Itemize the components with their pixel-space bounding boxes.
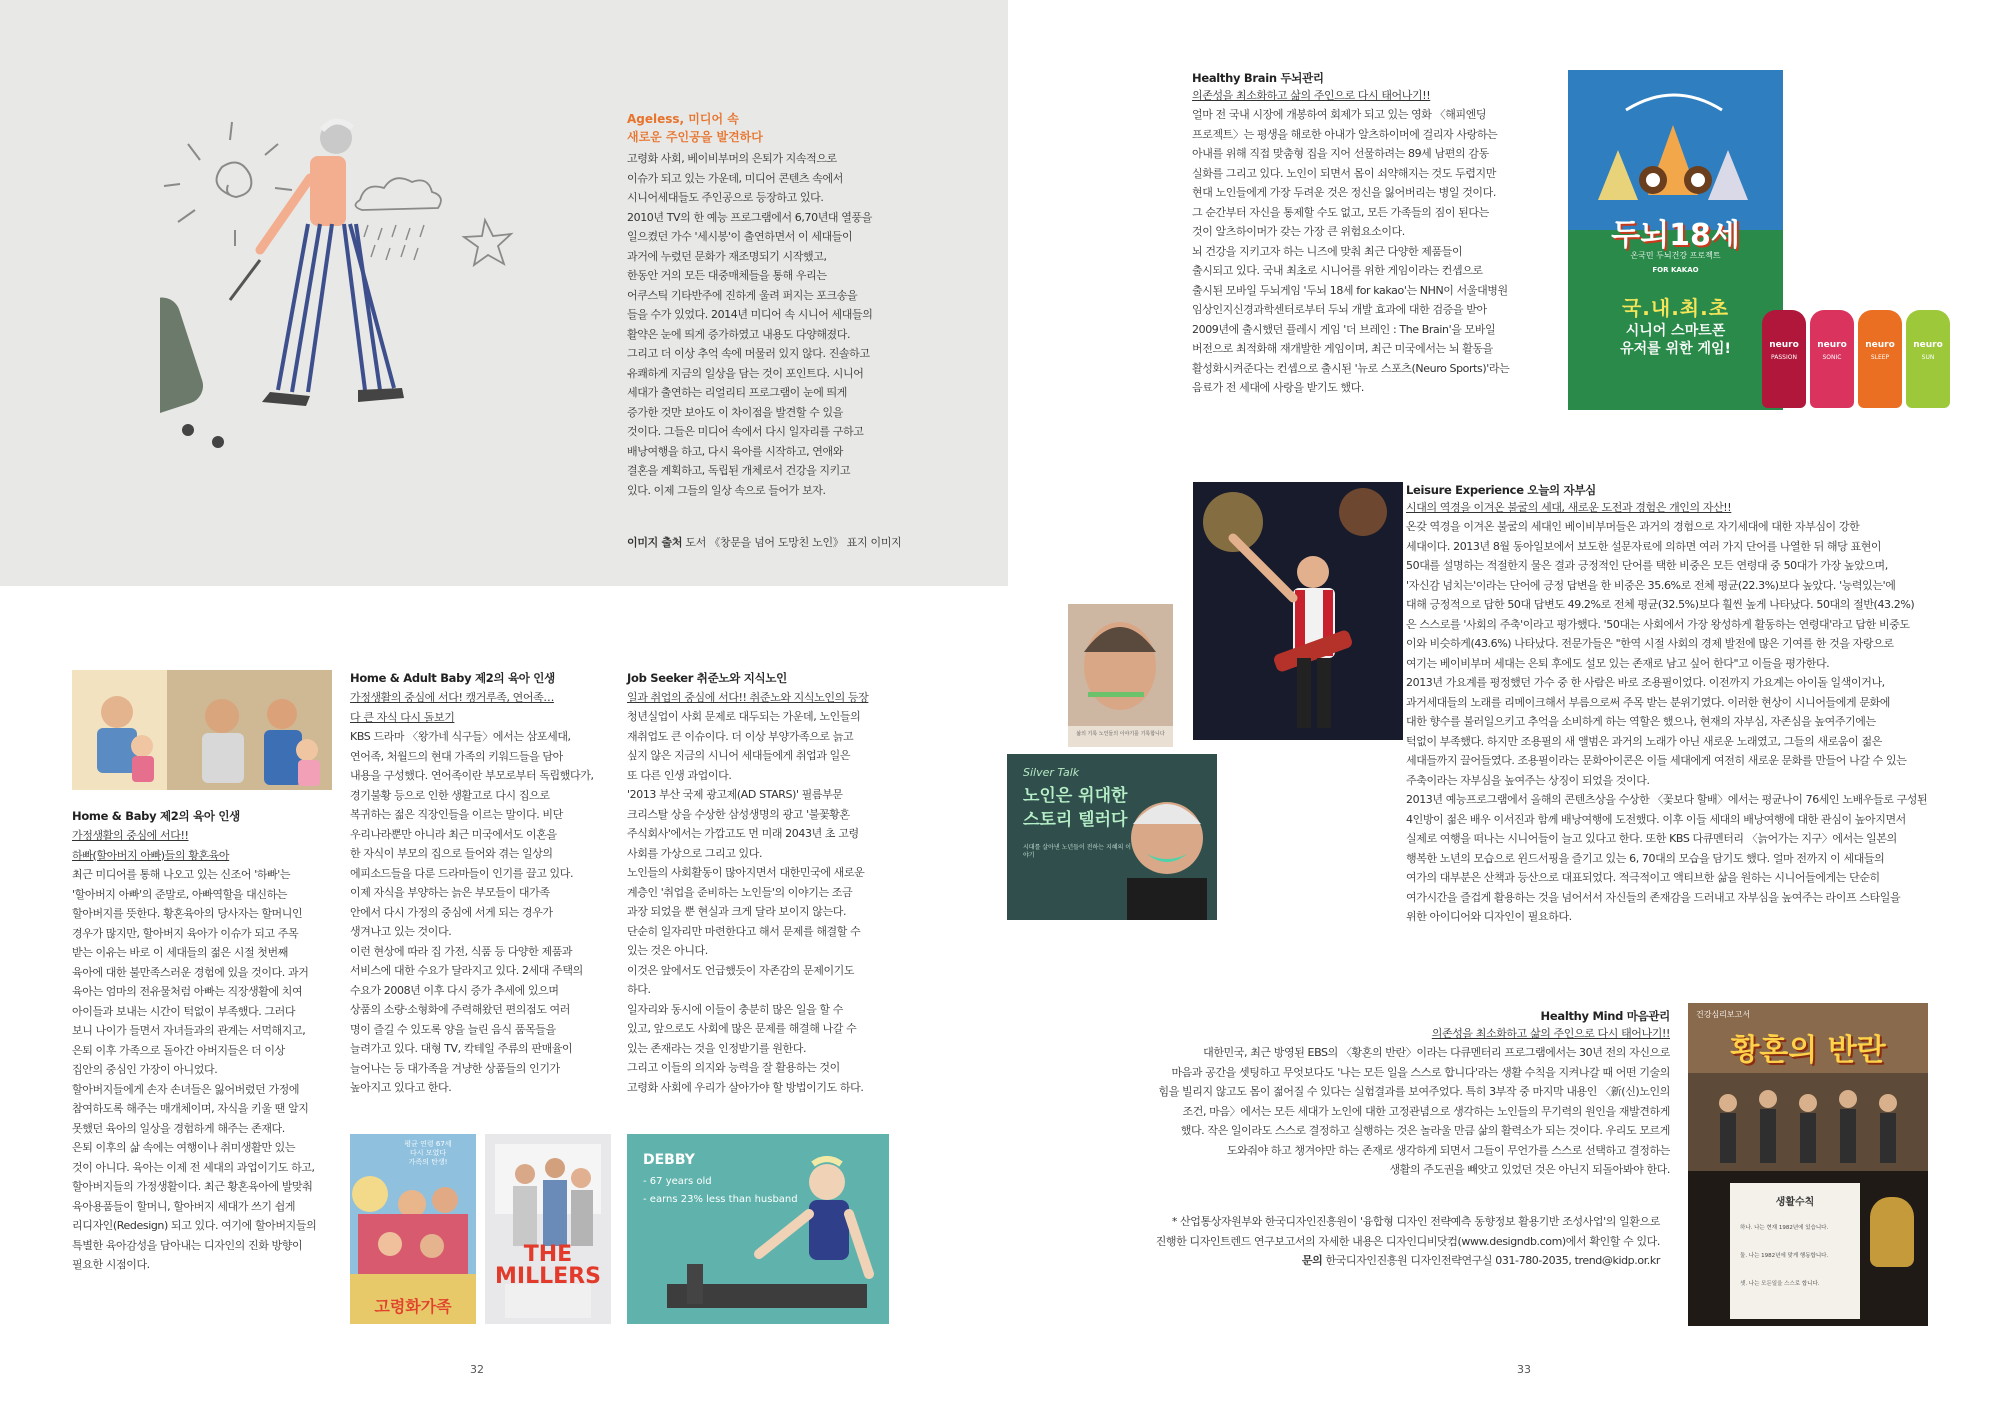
bottle-brand: neuro <box>1913 340 1943 350</box>
bottle-flavor: SUN <box>1921 354 1935 361</box>
gold-mask <box>1870 1197 1914 1267</box>
poster2-title: THE MILLERS <box>495 1242 601 1289</box>
neuro-bottle <box>1858 310 1902 408</box>
poster3-title: DEBBY <box>643 1152 695 1168</box>
page-number-left: 32 <box>470 1363 484 1376</box>
documentary-banner <box>1688 1003 1928 1171</box>
paper-line: 둘. 나는 1982년에 맞게 행동합니다. <box>1740 1253 1829 1259</box>
game-subtitle: 온국민 두뇌건강 프로젝트 <box>1630 251 1721 260</box>
healthy-brain-subheading: 의존성을 최소화하고 삶의 주인으로 다시 태어나기!! <box>1192 89 1431 102</box>
paper-line: 하나. 나는 현재 1982년에 있습니다. <box>1740 1225 1829 1231</box>
healthy-mind-heading: Healthy Mind 마음관리 <box>1540 1009 1670 1023</box>
storyteller-book-cover <box>1007 754 1217 920</box>
contact-text: 한국디자인진흥원 디자인전략연구실 031-780-2035, trend@kidp.or.kr <box>1325 1254 1660 1267</box>
bottle-flavor: SLEEP <box>1870 354 1890 361</box>
caption-text: 도서 《창문을 넘어 도망친 노인》 표지 이미지 <box>685 536 902 549</box>
healthy-brain-heading: Healthy Brain 두뇌관리 <box>1192 71 1324 85</box>
ad-headline: 국.내.최.초 <box>1621 296 1730 320</box>
ad-tagline: 시니어 스마트폰 유저를 위한 게임! <box>1620 323 1731 357</box>
singer-concert-photo <box>1193 482 1403 740</box>
home-adult-baby-body: KBS 드라마 〈왕가네 식구들〉에서는 삼포세대, 연어족, 처월드의 현대 가족의 키워드들을 담아 내용을 구성했다. 연어족이란 부모로부터 독립했다가, 경기불황 등으로 인한 생활고로 다시 집으로 복귀하는 젊은 직장인들을 이르는 말이다. 비단 우리나라뿐만 아니라 최근 미국에서도 이혼을 한 자식이 부모의 집으로 들어와 겪는 일상의 에피소드들을 다룬 드라마들이 인기를 끌고 있다. 이제 자식을 부양하는 늙은 부모들이 대가족 안에서 다시 가정의 중심에 서게 되는 경우가 생겨나고 있는 것이다. 이런 현상에 따라 집 가전, 식품 등 다양한 제품과 서비스에 대한 수요가 달라지고 있다. 2세대 주택의 수요가 2008년 이후 다시 증가 추세에 있으며 상품의 소량·소형화에 주력해왔던 편의점도 여러 명이 즐길 수 있도록 양을 늘린 음식 품목들을 늘려가고 있다. 대형 TV, 칵테일 주류의 판매율이 늘어나는 등 대가족을 겨냥한 상품들의 인기가 높아지고 있다고 한다. <box>350 730 594 1094</box>
doc-title: 황혼의 반란 <box>1730 1033 1886 1068</box>
home-baby-heading: Home & Baby 제2의 육아 인생 <box>72 809 240 823</box>
neuro-bottle <box>1810 310 1854 408</box>
caption-label: 이미지 출처 <box>627 536 683 549</box>
portrait-caption: 삶의 기록 노인들의 이야기를 기록합니다 <box>1076 731 1165 737</box>
poster1-title: 고령화가족 <box>374 1297 452 1316</box>
job-seeker-subheading: 일과 취업의 중심에 서다!! 취준노와 지식노인의 등장 <box>627 691 869 704</box>
book-note: 시대를 살아낸 노년들이 전하는 지혜의 이야기 <box>1023 844 1132 859</box>
game-title: 두뇌18세 <box>1611 218 1740 253</box>
healthy-mind-subheading: 의존성을 최소화하고 삶의 주인으로 다시 태어나기!! <box>1431 1027 1670 1040</box>
neuro-bottles <box>1762 300 1962 410</box>
healthy-brain-body: 얼마 전 국내 시장에 개봉하여 회제가 되고 있는 영화 〈해피엔딩 프로젝트〉는 평생을 해로한 아내가 알츠하이머에 걸리자 사랑하는 아내를 위해 직접 맞춤형 집을 지어 선물하려는 89세 남편의 감동 실화를 그리고 있다. 노인이 되면서 몸이 쇠약해지는 것도 두렵지만 현대 노인들에게 가장 두려운 것은 정신을 잃어버리는 병일 것이다. 그 순간부터 자신을 통제할 수도 없고, 모든 가족들의 짐이 된다는 것이 알츠하이머가 갖는 가장 큰 위험요소이다. 뇌 건강을 지키고자 하는 니즈에 맞춰 최근 다양한 제품들이 출시되고 있다. 국내 최초로 시니어를 위한 게임이라는 컨셉으로 출시된 모바일 두뇌게임 '두뇌 18세 for kakao'는 NHN이 서울대병원 임상인지신경과학센터로부터 두뇌 개발 효과에 대한 검증을 받아 2009년에 출시했던 플레시 게임 '더 브레인 : The Brain'을 모바일 버전으로 최적화해 재개발한 게임이며, 최근 미국에서는 뇌 활동을 활성화시켜준다는 컨셉으로 출시된 '뉴로 스포츠(Neuro Sports)'라는 음료가 전 세대에 사랑을 받기도 했다. <box>1192 108 1510 394</box>
page-number-right: 33 <box>1517 1363 1531 1376</box>
bottle-flavor: PASSION <box>1771 354 1797 361</box>
book-title-en: Silver Talk <box>1023 766 1080 779</box>
neuro-bottle <box>1906 310 1950 408</box>
home-baby-body: 최근 미디어를 통해 나오고 있는 신조어 '하빠'는 '할아버지 아빠'의 준말로, 아빠역할을 대신하는 할아버지를 뜻한다. 황혼육아의 당사자는 할머니인 경우가 많지만, 할아버지 육아가 이슈가 되고 주목 받는 이유는 바로 이 세대들의 젊은 시절 첫번째 육아에 대한 불만족스러운 경험에 있을 것이다. 과거 육아는 엄마의 전유물처럼 아빠는 직장생활에 치여 아이들과 보내는 시간이 턱없이 부족했다. 그러다 보니 나이가 들면서 자녀들과의 관계는 서먹해지고, 은퇴 이후 가족으로 돌아간 아버지들은 더 이상 집안의 중심인 가장이 아니었다. 할아버지들에게 손자 손녀들은 잃어버렸던 가정에 참여하도록 해주는 매개체이며, 자식을 키울 땐 알지 못했던 육아의 일상을 경험하게 해주는 존재다. 은퇴 이후의 삶 속에는 여행이나 취미생활만 있는 것이 아니다. 육아는 이제 전 세대의 과업이기도 하고, 할아버지들의 가정생활이다. 최근 황혼육아에 발맞춰 육아용품들이 할머니, 할아버지 세대가 쓰기 쉽게 리디자인(Redesign) 되고 있다. 여기에 할아버지들의 특별한 육아감성을 담아내는 디자인의 진화 방향이 필요한 시점이다. <box>72 868 317 1271</box>
paper-line: 셋. 나는 모든일을 스스로 합니다. <box>1740 1281 1820 1287</box>
bottle-brand: neuro <box>1865 340 1895 350</box>
hero-body: 고령화 사회, 베이비부머의 은퇴가 지속적으로 이슈가 되고 있는 가운데, 미디어 콘텐츠 속에서 시니어세대들도 주인공으로 등장하고 있다. 2010년 TV의 한 예능 프로그램에서 6,70년대 열풍을 일으켰던 가수 '세시봉'이 출연하면서 이 세대들이 과거에 누렸던 문화가 재조명되기 시작했고, 한동안 거의 모든 대중매체들을 통해 우리는 어쿠스틱 기타반주에 진하게 울려 퍼지는 포크송을 들을 수가 있었다. 2014년 미디어 속 시니어 세대들의 활약은 눈에 띄게 증가하였고 내용도 다양해졌다. 그리고 더 이상 추억 속에 머물러 있지 않다. 진솔하고 유쾌하게 지금의 일상을 담는 것이 포인트다. 시니어 세대가 출연하는 리얼리티 프로그램이 눈에 띄게 증가한 것만 보아도 이 차이점을 발견할 수 있을 것이다. 그들은 미디어 속에서 다시 일자리를 구하고 배낭여행을 하고, 다시 육아를 시작하고, 연애와 결혼을 계획하고, 독립된 개체로서 건강을 지키고 있다. 이제 그들의 일상 속으로 들어가 보자. <box>627 152 873 497</box>
home-baby-subheading: 가정생활의 중심에 서다!! 하빠(할아버지 아빠)들의 황혼육아 <box>72 829 230 862</box>
elderly-woman-portrait <box>1068 604 1173 747</box>
leisure-body: 온갖 역경을 이겨온 불굴의 세대인 베이비부머들은 과거의 경험으로 자기세대에 대한 자부심이 강한 세대이다. 2013년 8월 동아일보에서 보도한 설문자료에 의하면 여러 가지 단어를 나열한 뒤 해당 표현이 50대를 설명하는 적절한지 물은 결과 긍정적인 단어를 택한 비중은 모든 연령대 중 50대가 가장 높았으며, '자신감 넘치는'이라는 단어에 긍정 답변을 한 비중은 35.6%로 전체 평균(22.3%)보다 높았다. '능력있는'에 대해 긍정적으로 답한 50대 답변도 49.2%로 전체 평균(32.5%)보다 훨씬 높게 나타났다. 50대의 절반(43.2%) 은 스스로를 '사회의 주축'이라고 평가했다. '50대는 사회에서 가장 왕성하게 활동하는 연령대'라고 답한 비중도 이와 비슷하게(43.6%) 나타났다. 전문가들은 "한역 시절 사회의 경제 발전에 많은 기여를 한 것을 자랑으로 여기는 베이비부머 세대는 은퇴 후에도 설모 있는 존재로 남고 싶어 한다"고 이들을 평가한다. 2013년 가요계를 평정했던 가수 중 한 사람은 바로 조용필이었다. 이전까지 가요계는 아이돌 일색이거나, 과거세대들의 노래를 리메이크해서 부름으로써 주목 받는 분위기였다. 이러한 현상이 시니어들에게 문화에 대한 향수를 불러일으키고 추억을 소비하게 하는 역할은 했으나, 현재의 자부심, 자존심을 높여주기에는 턱없이 부족했다. 하지만 조용필의 새 앨범은 과거의 노래가 아닌 새로운 노래였고, 그들의 새로움이 젊은 세대들까지 끌어들였다. 조용필이라는 문화아이콘은 이들 세대에게 여전히 새로운 문화를 만들어 나갈 수 있는 주축이라는 자부심을 높여주는 상징이 되었을 것이다. 2013년 예능프로그램에서 올해의 콘텐츠상을 수상한 〈꽃보다 할배〉에서는 평균나이 76세인 노배우들로 구성된 4인방이 젊은 배우 이서진과 함께 배낭여행에 도전했다. 이후 이들 세대의 배낭여행에 대한 관심이 높아지면서 실제로 여행을 떠나는 시니어들이 늘고 있다고 한다. 또한 KBS 다큐멘터리 〈늙어가는 지구〉에서는 일본의 행복한 노년의 모습으로 윈드서핑을 즐기고 있는 6, 70대의 모습을 담기도 했다. 얼마 전까지 이 세대들의 여가의 대부분은 산책과 등산으로 대표되었다. 적극적이고 액티브한 삶을 원하는 시니어들에게는 단순히 여가시간을 즐겁게 활용하는 것을 넘어서서 자신들의 존재감을 드러내고 자부심을 높여주는 라이프 스타일을 위한 아이디어와 디자인이 필요하다. <box>1406 520 1928 923</box>
poster-aging-family <box>350 1134 476 1324</box>
footnote-contact-line <box>1140 1251 1660 1271</box>
poster3-line1: - 67 years old <box>643 1176 712 1187</box>
poster-debby <box>627 1134 889 1324</box>
bottle-brand: neuro <box>1817 340 1847 350</box>
poster1-caption: 평균 연령 67세 다시 모였다 가족의 탄생! <box>404 1140 452 1166</box>
old-man-illustration <box>160 100 570 480</box>
brain-game-ad <box>1568 70 1783 410</box>
job-seeker-heading: Job Seeker 취준노와 지식노인 <box>627 671 787 685</box>
doc-banner: 건강심리보고서 <box>1696 1010 1751 1019</box>
footnote-line2: 진행한 디자인트렌드 연구보고서의 자세한 내용은 디자인디비닷컴(www.designdb.com)에서 확인할 수 있다. <box>1155 1234 1660 1248</box>
leisure-heading: Leisure Experience 오늘의 자부심 <box>1406 483 1596 497</box>
poster3-line2: - earns 23% less than husband <box>643 1194 798 1205</box>
for-kakao: FOR KAKAO <box>1652 266 1699 274</box>
job-seeker-body: 청년실업이 사회 문제로 대두되는 가운데, 노인들의 재취업도 큰 이슈이다. 더 이상 부양가족으로 늙고 싶지 않은 지금의 시니어 세대들에게 취업과 일은 또 다른 인생 과업이다. '2013 부산 국제 광고제(AD STARS)' 필름부문 크리스탈 상을 수상한 삼성생명의 광고 '불꽃황혼 주식회사'에서는 가깝고도 먼 미래 2043년 초 고령 사회를 가상으로 그리고 있다. 노인들의 사회활동이 많아지면서 대한민국에 새로운 계층인 '취업을 준비하는 노인들'의 이야기는 조금 과장 되었을 뿐 현실과 크게 달라 보이지 않는다. 단순히 일자리만 마련한다고 해서 문제를 해결할 수 있는 것은 아니다. 이것은 앞에서도 언급했듯이 자존감의 문제이기도 하다. 일자리와 동시에 이들이 충분히 많은 일을 할 수 있고, 앞으로도 사회에 많은 문제를 해결해 나갈 수 있는 존재라는 것을 인정받기를 원한다. 그리고 이들의 의지와 능력을 잘 활용하는 것이 고령화 사회에 우리가 살아가야 할 방법이기도 하다. <box>627 710 865 1094</box>
healthy-mind-body: 대한민국, 최근 방영된 EBS의 〈황혼의 반란〉이라는 다큐멘터리 프로그램에서는 30년 전의 자신으로 마음과 공간을 셋팅하고 무엇보다도 '나는 모든 일을 스스로 합니다'라는 생활 수칙을 지켜나갈 때 어떤 기술의 힘을 빌리지 않고도 몸이 젊어질 수 있다는 실험결과를 보여주었다. 특히 3부작 중 마지막 내용인 〈新(신)노인의 조건, 마음〉에서는 모든 세대가 노인에 대한 고정관념으로 생각하는 노인들의 무기력의 원인을 재발견하게 했다. 작은 일이라도 스스로 결정하고 실행하는 것은 놀라울 만큼 삶의 활력소가 되는 것이다. 우리도 모르게 도와줘야 하고 챙겨야만 하는 존재로 생각하게 되면서 그들이 무언가를 스스로 선택하고 결정하는 생활의 주도권을 빼앗고 있었던 것은 아닌지 되돌아봐야 한다. <box>1158 1046 1670 1176</box>
grandfather-baby-photo <box>72 670 332 790</box>
home-adult-baby-heading: Home & Adult Baby 제2의 육아 인생 <box>350 671 555 685</box>
home-adult-baby-subheading: 가정생활의 중심에 서다! 캥거루족, 연어족… 다 큰 자식 다시 돌보기 <box>350 691 554 724</box>
leisure-subheading: 시대의 역경을 이겨온 불굴의 세대, 새로운 도전과 경험은 개인의 자산!! <box>1406 501 1732 514</box>
rules-paper-photo <box>1688 1171 1928 1326</box>
footnote-line1: * 산업통상자원부와 한국디자인진흥원이 '융합형 디자인 전략예측 동향정보 활용기반 조성사업'의 일환으로 <box>1171 1215 1660 1228</box>
neuro-bottle <box>1762 310 1806 408</box>
book-title: 노인은 위대한 스토리 텔러다 <box>1023 786 1128 830</box>
paper-title: 생활수칙 <box>1775 1197 1815 1208</box>
bottle-brand: neuro <box>1769 340 1799 350</box>
hero-title: Ageless, 미디어 속 새로운 주인공을 발견하다 <box>627 112 763 144</box>
rules-paper <box>1730 1183 1860 1319</box>
poster-the-millers <box>485 1134 611 1324</box>
contact-label: 문의 <box>1301 1254 1323 1267</box>
bottle-flavor: SONIC <box>1822 354 1842 361</box>
hero-caption <box>627 534 957 550</box>
footnote <box>1140 1212 1660 1271</box>
